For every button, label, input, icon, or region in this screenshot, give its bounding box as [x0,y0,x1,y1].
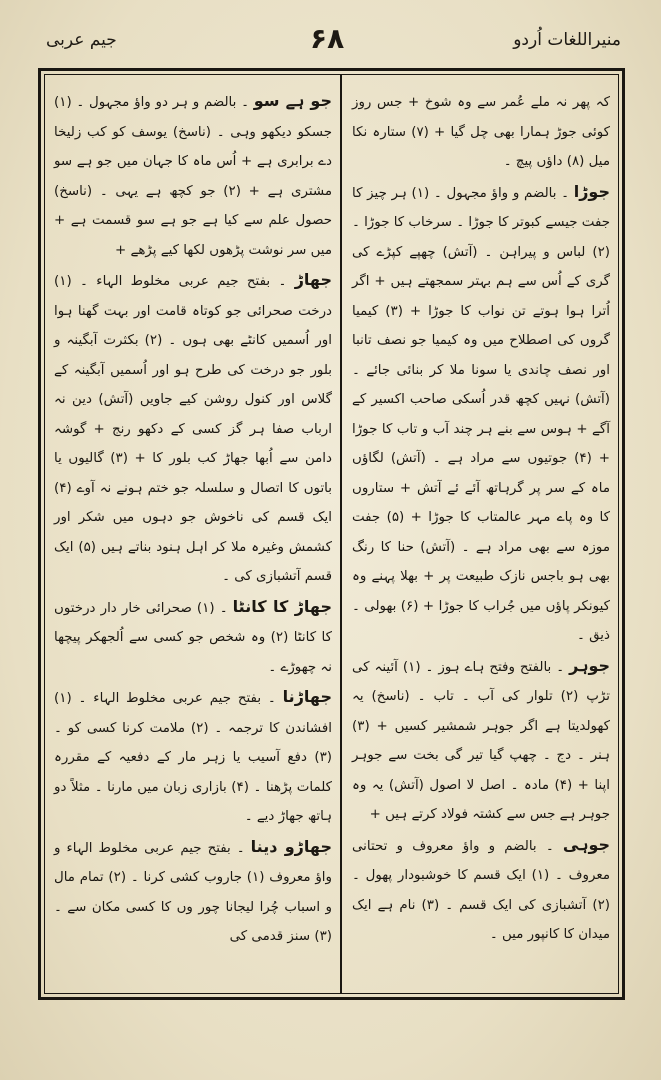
entry [54,592,332,683]
section-label: جیم عربی [46,30,117,50]
entry-text: ۔ بفتح جیم عربی مخلوط الہاء و واؤ معروف (۱) جاروب کشی کرنا ۔ (۲) تمام مال و اسباب چُرا لیجانا چور وں کا کسی مکان سے ۔ (۳) سنز قدمی کی [54,840,332,944]
entry [54,682,332,832]
entry-text: ۔ بالضم و واؤ معروف و تحتانی معروف ۔ (۱) ایک قسم کا خوشبودار پھول ۔ (۲) آتشبازی کی ایک قسم ۔ (۳) نام ہے ایک میدان کا کانپور میں ۔ [352,838,611,942]
running-header [40,22,625,62]
entry-text: ۔ بفتح جیم عربی مخلوط الہاء ۔ (۱) درخت صحرائی جو کوتاہ قامت اور بہت گھنا ہوا اور اُسمیں کانٹے بھی ہوں ۔ (۲) بکثرت آبگینہ و بلور جو درخت کی طرح ہو اور اُسمیں آبگینہ کے گلاس اور کنول روشن کیے جاویں (آتش) دین نہ ارباب صفا ہر گز کسی کے دکھو رنج + گوشہ دامن سے اُبھا جھاڑ کب بلور کا + (۳) گالیوں یا باتوں کا اتصال و سلسلہ جو ختم ہونے نہ آوے (۴) ایک قسم کی ناخوش جو دہوں میں شکر اور کشمش وغیرہ ملا کر اہل ہنود بناتے ہیں (۵) ایک قسم آتشبازی کی ۔ [54,274,332,584]
entry-headword: جھاڑو دینا [250,836,332,856]
entry-text: ۔ (۱) صحرائی خار دار درختوں کا کانٹا (۲) وہ شخص جو کسی سے اُلجھکر پیچھا نہ چھوڑے ۔ [54,600,332,675]
right-column [352,86,610,950]
entry-text: کہ پھر نہ ملے عُمر سے وہ شوخ + جس روز کوئی جوڑ ہمارا بھی چل گیا + (۷) ستارہ نکا میل (۸) داؤں پیچ ۔ [352,95,610,169]
entry [352,651,610,830]
entry-text: ۔ بالضم و واؤ مجہول ۔ (۱) ہر چیز کا جفت جیسے کبوتر کا جوڑا ۔ سرخاب کا جوڑا ۔ (۲) لباس و پیراہن ۔ (آتش) چھپے کپڑے کی گری کے اُس سے ہم بہتر سمجھتے ہیں + اگر اُترا ہوا ہوتے تن نواب کا جوڑا + (۳) کیمیا گروں کی اصطلاح میں وہ کیمیا جو نصف تانبا اور نصف چاندی یا سونا ملا کر بنائی جائے ۔ (آتش) نہیں کچھ قدر اُسکی صاحب اکسیر کے آگے + ہوس سے بنے ہر چند آب و تاب کا جوڑا + (۴) جوتیوں سے مراد ہے ۔ (آتش) لگاؤں ماہ کے سر پر گرہاتھ آئے ئے آتش + ستاروں کا وہ پاے مہر عالمتاب کا جوڑا + (۵) جفت موزہ سے بھی مراد ہے ۔ (آتش) حنا کا رنگ بھی ہو باجس نازک طبیعت پر + بھلا پہنے وہ کیونکر پاؤں میں جُراب کا جوڑا + (۶) بھولی ۔ ذیق ۔ [351,185,611,643]
entry-headword: جوہی [562,834,610,854]
left-column [54,86,332,952]
book-title: منیراللغات اُردو [513,30,621,50]
entry-text: ۔ بالضم و ہر دو واؤ مجہول ۔ (۱) جسکو دیکھو وہی ۔ (ناسخ) یوسف کو کب زلیخا دے برابری ہے + اُس ماہ کا جہان میں جو ہے سو مشتری ہے + (۲) جو کچھ ہے یہی ۔ (ناسخ) حصول علم سے کیا ہے جو ہے سو قسمت ہے + میں سر نوشت پڑھوں لکھا کیے پڑھے + [54,95,332,258]
entry-headword: جو ہے سو [253,91,332,110]
entry [352,86,610,177]
entry [352,830,610,950]
entry-headword: جھاڑنا [282,687,332,706]
entry [54,265,332,592]
entry-text: ۔ بفتح جیم عربی مخلوط الہاء ۔ (۱) افشاندن کا ترجمہ ۔ (۲) ملامت کرنا کسی کو ۔ (۳) دفع آسیب یا زہر مار کے دفعیہ کے مقررہ کلمات پڑھنا ۔ (۴) بازاری زبان میں مارنا ۔ مثلاً دو ہاتھ جھاڑ دیے ۔ [54,691,333,824]
page-number: ۶۸ [310,22,345,55]
column-divider [340,74,342,994]
entry-headword: جوہر [569,655,610,675]
entry-text: ۔ بالفتح وفتح ہاے ہوز ۔ (۱) آئینہ کی تڑپ (۲) تلوار کی آب ۔ تاب ۔ (ناسخ) یہ کھولدیتا ہے اگر جوہر شمشیر کسیں + (۳) ہنر ۔ دج ۔ چھپ گیا تیر گی بخت سے جوہر اپنا + (۴) مادہ ۔ اصل لا اصول (آتش) یہ وہ جوہر ہے جس سے کشتہ فولاد کرتے ہیں + [352,659,611,822]
entry-headword: جھاڑ کا کانٹا [232,596,333,616]
entry-headword: جھاڑ [294,270,332,289]
entry [54,832,332,952]
entry [352,177,610,651]
entry-headword: جوڑا [573,181,610,201]
entry [54,86,332,265]
